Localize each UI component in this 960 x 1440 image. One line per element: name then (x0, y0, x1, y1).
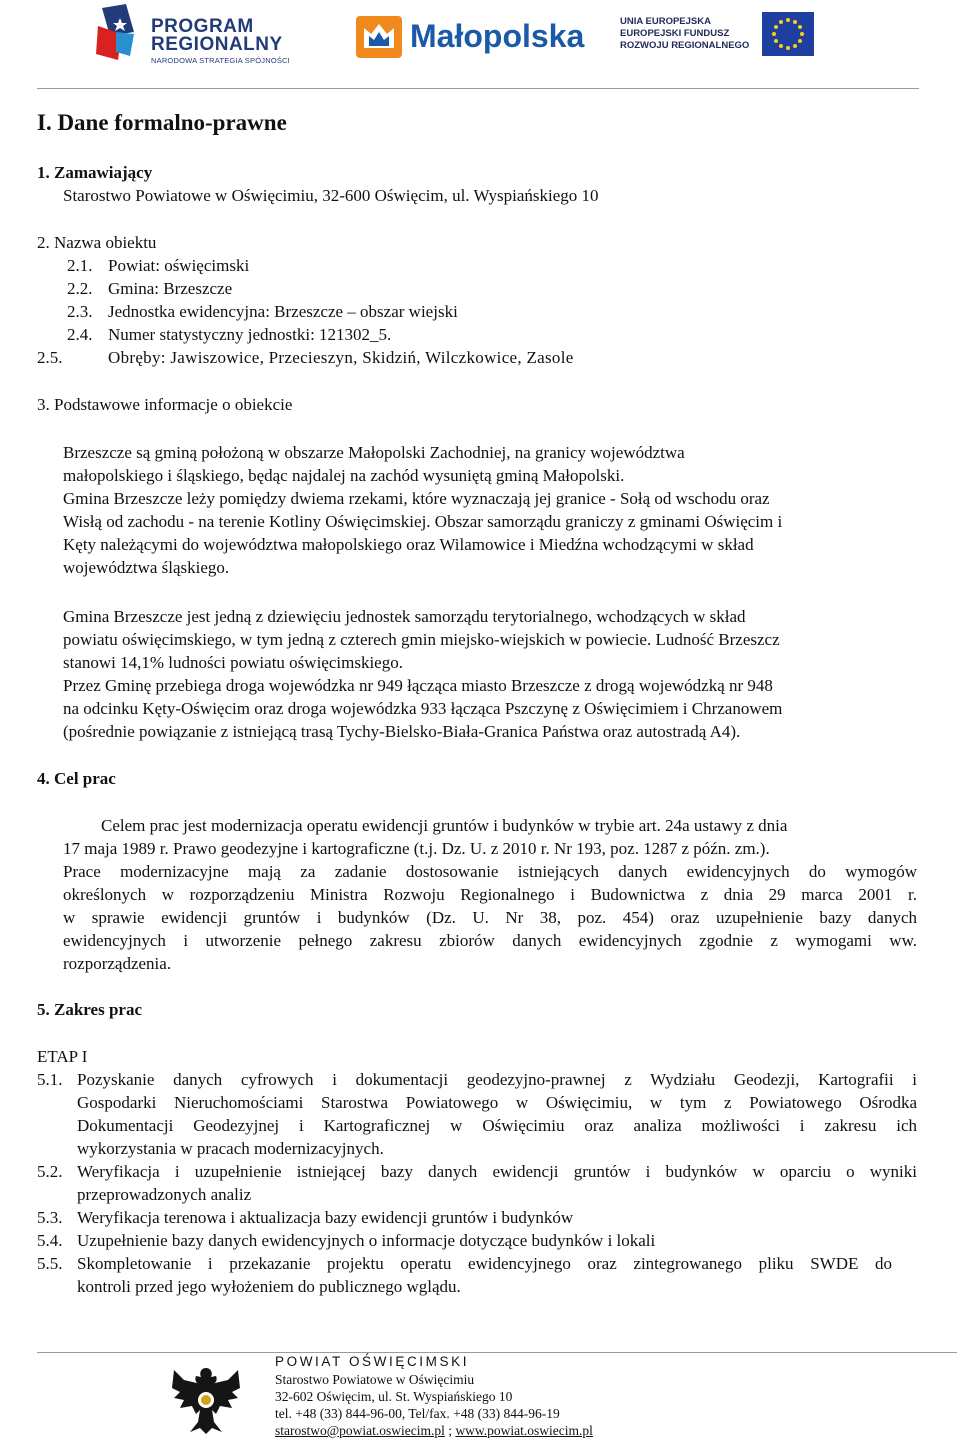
eu-flag-icon (762, 12, 814, 56)
program-title-line1: PROGRAM (151, 16, 254, 37)
section5-item-line: Weryfikacja i uzupełnienie istniejącej bazy danych ewidencji gruntów i budynków w oparciu o wyniki (77, 1162, 917, 1181)
footer-separator: ; (444, 1423, 456, 1438)
program-regionalny-logo (96, 4, 322, 66)
section2-item-text: Gmina: Brzeszcze (108, 279, 233, 298)
section4-line: Celem prac jest modernizacja operatu ewidencji gruntów i budynków w trybie art. 24a ustawy z dnia (101, 816, 788, 835)
footer-contact-line (275, 1423, 593, 1439)
footer-powiat-name: POWIAT OŚWIĘCIMSKI (275, 1354, 470, 1369)
section3-line: Kęty należącymi do województwa małopolskiego oraz Wilamowice i Miedźna wchodzącymi w skład (63, 535, 754, 554)
section2-item-text: Numer statystyczny jednostki: 121302_5. (108, 325, 392, 344)
section2-item-num: 2.4. (67, 325, 93, 344)
section5-item-num: 5.1. (37, 1070, 63, 1089)
section4-line: określonych w rozporządzeniu Ministra Rozwoju Regionalnego i Budownictwa z dnia 29 marca 2001 r. (63, 885, 917, 904)
section4-line: Prace modernizacyjne mają za zadanie dostosowanie istniejących danych ewidencyjnych do wymogów (63, 862, 917, 881)
section5-item-line: przeprowadzonych analiz (77, 1185, 252, 1204)
section5-item-line: kontroli przed jego wyłożeniem do publicznego wglądu. (77, 1277, 461, 1296)
section2-heading: 2. Nazwa obiektu (37, 233, 157, 252)
section5-item-num: 5.5. (37, 1254, 63, 1273)
section4-line: rozporządzenia. (63, 954, 172, 973)
eu-line1: UNIA EUROPEJSKA (620, 16, 711, 27)
section3-heading: 3. Podstawowe informacje o obiekcie (37, 395, 293, 414)
section5-item-line: Pozyskanie danych cyfrowych i dokumentacji geodezyjno-prawnej z Wydziału Geodezji, Kartografii i (77, 1070, 917, 1089)
section5-item-line: wykorzystania w pracach modernizacyjnych. (77, 1139, 384, 1158)
footer-divider (37, 1352, 957, 1353)
footer-phone: tel. +48 (33) 844-96-00, Tel/fax. +48 (33) 844-96-19 (275, 1406, 560, 1421)
section4-line: w sprawie ewidencji gruntów i budynków (Dz. U. Nr 38, poz. 454) oraz uzupełnienie bazy danych (63, 908, 917, 927)
eu-line2: EUROPEJSKI FUNDUSZ (620, 28, 730, 39)
eu-fund-logo (620, 12, 820, 60)
footer-email-link[interactable]: starostwo@powiat.oswiecim.pl (275, 1423, 445, 1438)
page-header (0, 0, 960, 80)
section5-heading: 5. Zakres prac (37, 1000, 142, 1019)
section3-line: stanowi 14,1% ludności powiatu oświęcimskiego. (63, 653, 403, 672)
malopolska-emblem-icon (356, 16, 402, 58)
section5-item-num: 5.4. (37, 1231, 63, 1250)
section2-item-text: Obręby: Jawiszowice, Przecieszyn, Skidziń, Wilczkowice, Zasole (108, 348, 574, 367)
section1-heading: 1. Zamawiający (37, 163, 153, 182)
header-divider (37, 88, 919, 89)
section2-item-text: Jednostka ewidencyjna: Brzeszcze – obszar wiejski (108, 302, 458, 321)
section5-item-line: Uzupełnienie bazy danych ewidencyjnych o informacje dotyczące budynków i lokali (77, 1231, 656, 1250)
footer-website-link[interactable]: www.powiat.oswiecim.pl (455, 1423, 593, 1438)
section4-heading: 4. Cel prac (37, 769, 116, 788)
section3-line: województwa śląskiego. (63, 558, 230, 577)
eu-line3: ROZWOJU REGIONALNEGO (620, 40, 750, 51)
section3-line: Przez Gminę przebiega droga wojewódzka nr 949 łącząca miasto Brzeszcze z drogą wojewódzką nr 948 (63, 676, 773, 695)
section3-line: (pośrednie powiązanie z istniejącą trasą Tychy-Bielsko-Biała-Granica Państwa oraz autostradą A4). (63, 722, 741, 741)
program-regionalny-emblem-icon (96, 4, 138, 62)
section3-line: małopolskiego i śląskiego, będąc najdalej na zachód wysuniętą gminą Małopolski. (63, 466, 625, 485)
section2-item-num: 2.2. (67, 279, 93, 298)
section2-item-num: 2.5. (37, 348, 63, 367)
malopolska-name: Małopolska (410, 18, 585, 54)
footer-office: Starostwo Powiatowe w Oświęcimiu (275, 1372, 475, 1387)
section3-line: Gmina Brzeszcze jest jedną z dziewięciu jednostek samorządu terytorialnego, wchodzących w skład (63, 607, 746, 626)
section4-line: 17 maja 1989 r. Prawo geodezyjne i kartograficzne (t.j. Dz. U. z 2010 r. Nr 193, poz. 1287 z późn. zm.). (63, 839, 770, 858)
section5-etap: ETAP I (37, 1047, 88, 1066)
page-title: I. Dane formalno-prawne (37, 110, 287, 135)
footer-address: 32-602 Oświęcim, ul. St. Wyspiańskiego 10 (275, 1389, 513, 1404)
section5-item-num: 5.3. (37, 1208, 63, 1227)
section3-line: Gmina Brzeszcze leży pomiędzy dwiema rzekami, które wyznaczają jej granice - Sołą od wschodu oraz (63, 489, 770, 508)
section2-item-num: 2.3. (67, 302, 93, 321)
section2-item-text: Powiat: oświęcimski (108, 256, 250, 275)
program-subtitle: NARODOWA STRATEGIA SPÓJNOŚCI (151, 56, 290, 65)
section5-item-line: Weryfikacja terenowa i aktualizacja bazy ewidencji gruntów i budynków (77, 1208, 574, 1227)
section5-item-line: Dokumentacji Geodezyjnej i Kartograficznej w Oświęcimiu oraz analiza możliwości i zakresu ich (77, 1116, 917, 1135)
powiat-eagle-emblem-icon (170, 1362, 242, 1436)
section5-item-num: 5.2. (37, 1162, 63, 1181)
section3-line: na odcinku Kęty-Oświęcim oraz droga wojewódzka 933 łącząca Pszczynę z Oświęcimiem i Chrzanowem (63, 699, 783, 718)
section1-text: Starostwo Powiatowe w Oświęcimiu, 32-600 Oświęcim, ul. Wyspiańskiego 10 (63, 186, 599, 205)
program-title-line2: REGIONALNY (151, 34, 283, 55)
section2-item-num: 2.1. (67, 256, 93, 275)
section4-line: ewidencyjnych i utworzenie pełnego zakresu zbiorów danych ewidencyjnych zgodnie z wymogami ww. (63, 931, 917, 950)
section5-item-line: Skompletowanie i przekazanie projektu operatu ewidencyjnego oraz zintegrowanego pliku SWDE do (77, 1254, 892, 1273)
malopolska-logo (356, 16, 588, 60)
section3-line: Brzeszcze są gminą położoną w obszarze Małopolski Zachodniej, na granicy województwa (63, 443, 685, 462)
section5-item-line: Gospodarki Nieruchomościami Starostwa Powiatowego w Oświęcimiu, w tym z Powiatowego Ośrodka (77, 1093, 917, 1112)
section3-line: Wisłą od zachodu - na terenie Kotliny Oświęcimskiej. Obszar samorządu graniczy z gminami Oświęcim i (63, 512, 783, 531)
section3-line: powiatu oświęcimskiego, w tym jedną z czterech gmin miejsko-wiejskich w powiecie. Ludność Brzeszcz (63, 630, 780, 649)
